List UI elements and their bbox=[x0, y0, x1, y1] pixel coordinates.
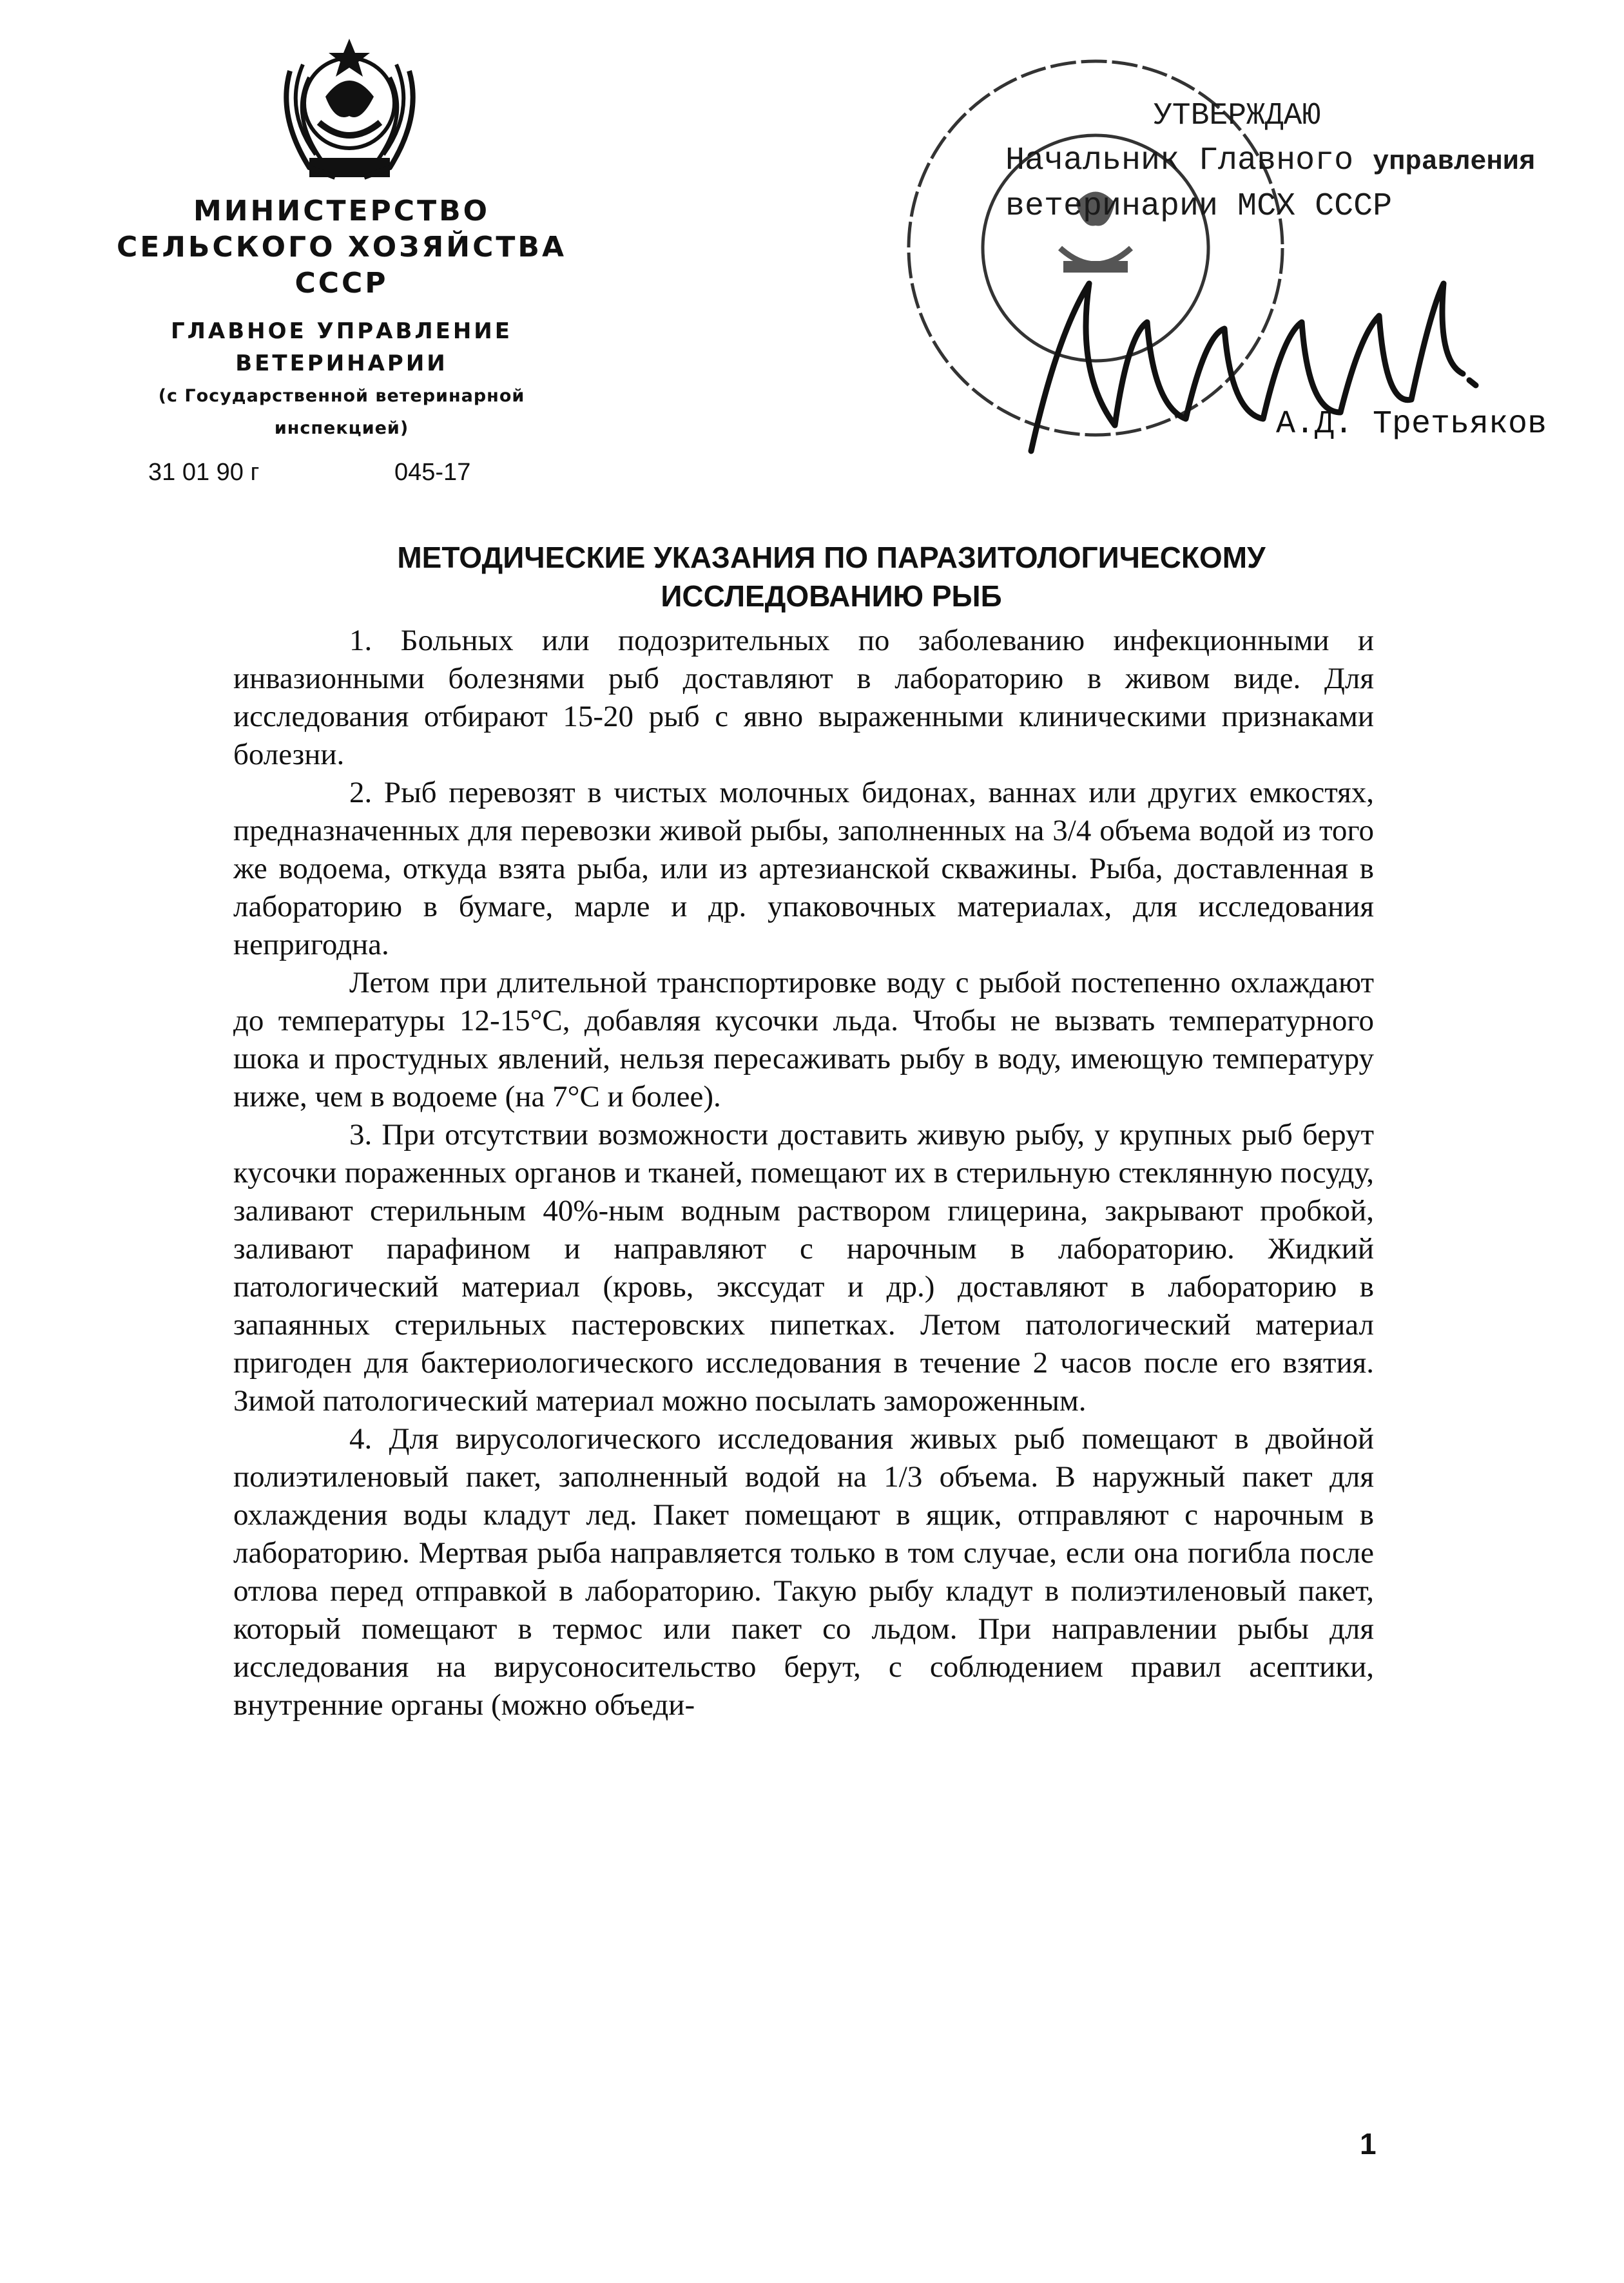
approval-position-line2: ветеринарии МСХ СССР bbox=[1005, 188, 1393, 225]
ministry-header bbox=[97, 193, 586, 442]
ministry-name-line2: СЕЛЬСКОГО ХОЗЯЙСТВА СССР bbox=[116, 231, 567, 300]
approval-position-line1 bbox=[1005, 139, 1624, 184]
document-title-line2: ИССЛЕДОВАНИЮ РЫБ bbox=[661, 579, 1002, 613]
approval-position-part-a: Начальник Главного bbox=[1005, 142, 1373, 179]
paragraph: 4. Для вирусологического исследования живых рыб помещают в двойной полиэтиленовый пакет, заполненный водой на 1/3 объема. В наружный пакет для охлаждения воды кладут лед. Пакет помещают в ящик, отправляют с нарочным в лабораторию. Мертвая рыба направляется только в том случае, если она погибла после отлова перед отправкой в лабораторию. Такую рыбу кладут в полиэтиленовый пакет, который помещают в термос или пакет со льдом. При направлении рыбы для исследования на вирусоносительство берут, с соблюдением правил асептики, внутренние органы (можно объеди- bbox=[233, 1422, 1374, 1722]
paragraph: 3. При отсутствии возможности доставить живую рыбу, у крупных рыб берут кусочки пораженных органов и тканей, помещают их в стерильную стеклянную посуду, заливают стерильным 40%-ным водным раствором глицерина, закрывают пробкой, заливают парафином и направляют с нарочным в лабораторию. Жидкий патологический материал (кровь, экссудат и др.) доставляют в лабораторию в запаянных стерильных пастеровских пипетках. Летом патологический материал пригоден для бактериологического исследования в течение 2 часов после его взятия. Зимой патологический материал можно посылать замороженным. bbox=[233, 1118, 1374, 1418]
directorate-line2: ВЕТЕРИНАРИИ bbox=[235, 351, 448, 376]
document-date: 31 01 90 г bbox=[148, 459, 260, 486]
signer-name: А.Д. Третьяков bbox=[1276, 406, 1547, 443]
inspection-line2: инспекцией) bbox=[274, 418, 409, 438]
inspection-line1: (с Государственной ветеринарной bbox=[158, 386, 525, 406]
approval-position-part-b: управления bbox=[1373, 146, 1536, 177]
approval-heading: УТВЕРЖДАЮ bbox=[1154, 99, 1321, 133]
document-title-line1: МЕТОДИЧЕСКИЕ УКАЗАНИЯ ПО ПАРАЗИТОЛОГИЧЕСКОМУ bbox=[397, 541, 1266, 574]
paragraph: 1. Больных или подозрительных по заболеванию инфекционными и инвазионными болезнями рыб доставляют в лабораторию в живом виде. Для исследования отбирают 15-20 рыб с явно выраженными клиническими признаками болезни. bbox=[233, 624, 1374, 771]
paragraph: Летом при длительной транспортировке воду с рыбой постепенно охлаждают до температуры 12-15°С, добавляя кусочки льда. Чтобы не вызвать температурного шока и простудных явлений, нельзя пересаживать рыбу в воду, имеющую температуру ниже, чем в водоеме (на 7°С и более). bbox=[233, 966, 1374, 1113]
document-title bbox=[245, 538, 1418, 615]
coat-of-arms-emblem bbox=[264, 26, 435, 190]
paragraph: 2. Рыб перевозят в чистых молочных бидонах, ваннах или других емкостях, предназначенных для перевозки живой рыбы, заполненных на 3/4 объема водой из того же водоема, откуда взята рыба, или из артезианской скважины. Рыба, доставленная в лабораторию в бумаге, марле и др. упаковочных материалах, для исследования непригодна. bbox=[233, 776, 1374, 961]
page-number: 1 bbox=[1360, 2127, 1377, 2161]
document-body bbox=[233, 622, 1374, 1724]
approval-block bbox=[1005, 93, 1624, 229]
document-number: 045-17 bbox=[394, 459, 471, 486]
directorate-line1: ГЛАВНОЕ УПРАВЛЕНИЕ bbox=[171, 318, 512, 344]
ministry-name-line1: МИНИСТЕРСТВО bbox=[193, 195, 490, 227]
